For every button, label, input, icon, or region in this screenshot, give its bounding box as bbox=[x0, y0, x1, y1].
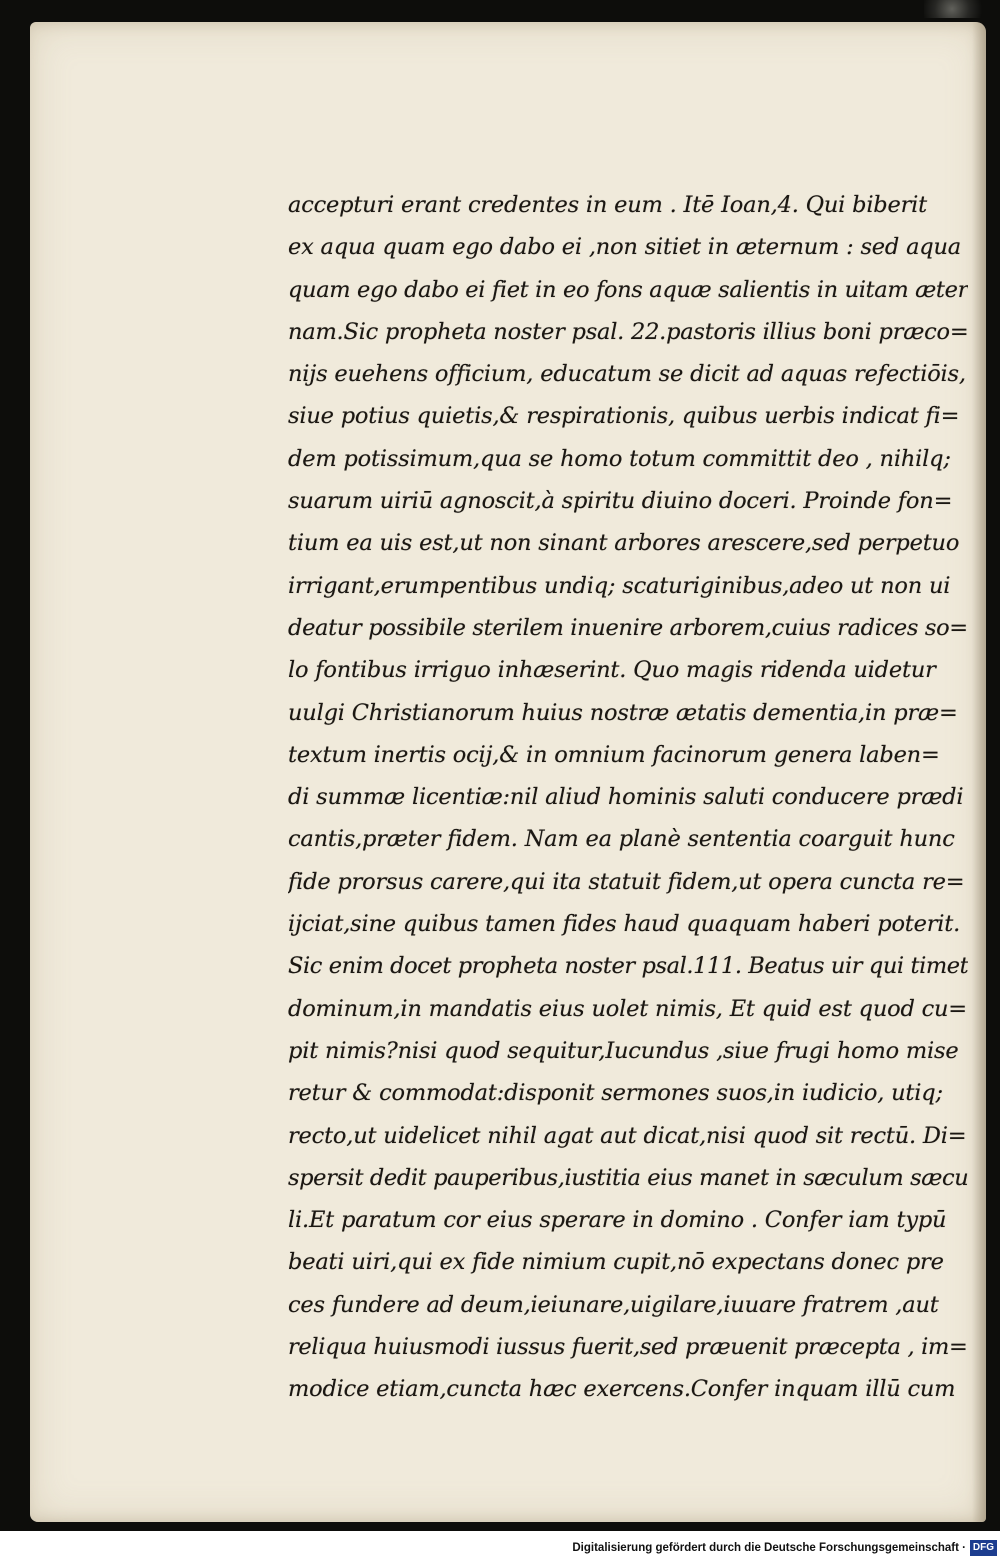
text-line: modice etiam,cuncta hæc exercens.Confer inquam illū cum bbox=[288, 1376, 956, 1403]
corner-stain bbox=[924, 0, 994, 18]
text-line: siue potius quietis,& respirationis, quibus uerbis indicat fi= bbox=[288, 403, 960, 430]
text-line: spersit dedit pauperibus,iustitia eius manet in sæculum sæcu bbox=[288, 1164, 968, 1191]
text-line: deatur possibile sterilem inuenire arborem,cuius radices so= bbox=[288, 614, 968, 641]
text-line: textum inertis ocij,& in omnium facinorum genera laben= bbox=[288, 741, 940, 768]
text-line: fide prorsus carere,qui ita statuit fidem,ut opera cuncta re= bbox=[288, 868, 965, 895]
text-line: li.Et paratum cor eius sperare in domino . Confer iam typū bbox=[288, 1207, 947, 1234]
text-block bbox=[288, 184, 968, 1403]
text-line: recto,ut uidelicet nihil agat aut dicat,nisi quod sit rectū. Di= bbox=[288, 1122, 967, 1149]
text-line: suarum uiriū agnoscit,à spiritu diuino doceri. Proinde fon= bbox=[288, 488, 953, 515]
text-line: lo fontibus irriguo inhæserint. Quo magis ridenda uidetur bbox=[288, 657, 936, 684]
text-line: nam.Sic propheta noster psal. 22.pastoris illius boni præco= bbox=[288, 318, 968, 345]
text-line: reliqua huiusmodi iussus fuerit,sed præuenit præcepta , im= bbox=[288, 1334, 968, 1361]
book-page bbox=[30, 22, 986, 1522]
text-line: dominum,in mandatis eius uolet nimis, Et quid est quod cu= bbox=[288, 995, 967, 1022]
text-line: cantis,præter fidem. Nam ea planè sententia coarguit hunc bbox=[288, 826, 955, 853]
text-line: di summæ licentiæ:nil aliud hominis saluti conducere prædi bbox=[288, 784, 964, 811]
text-line: uulgi Christianorum huius nostræ ætatis dementia,in præ= bbox=[288, 699, 958, 726]
text-line: Sic enim docet propheta noster psal.111. Beatus uir qui timet bbox=[288, 953, 968, 980]
text-line: pit nimis?nisi quod sequitur,Iucundus ,siue frugi homo mise bbox=[288, 1037, 959, 1064]
text-line: ex aqua quam ego dabo ei ,non sitiet in æternum : sed aqua bbox=[288, 234, 961, 261]
text-line: ijciat,sine quibus tamen fides haud quaquam haberi poterit. bbox=[288, 911, 961, 938]
dfg-logo: DFG bbox=[970, 1540, 997, 1556]
text-line: retur & commodat:disponit sermones suos,in iudicio, utiq; bbox=[288, 1080, 943, 1107]
digitization-credit: Digitalisierung gefördert durch die Deutsche Forschungsgemeinschaft · bbox=[572, 1542, 966, 1554]
text-line: tium ea uis est,ut non sinant arbores arescere,sed perpetuo bbox=[288, 530, 960, 557]
text-line: dem potissimum,qua se homo totum committit deo , nihilq; bbox=[288, 445, 951, 472]
text-line: beati uiri,qui ex fide nimium cupit,nō expectans donec pre bbox=[288, 1249, 944, 1276]
text-line: irrigant,erumpentibus undiq; scaturiginibus,adeo ut non ui bbox=[288, 572, 951, 599]
text-line: ces fundere ad deum,ieiunare,uigilare,iuuare fratrem ,aut bbox=[288, 1291, 939, 1318]
footer-bar bbox=[0, 1531, 1000, 1561]
page-edge-shadow bbox=[972, 22, 986, 1522]
text-line: quam ego dabo ei fiet in eo fons aquæ salientis in uitam æter bbox=[288, 276, 968, 303]
text-line: accepturi erant credentes in eum . Itē Ioan,4. Qui biberit bbox=[288, 192, 928, 218]
text-line: nijs euehens officium, educatum se dicit ad aquas refectiōis, bbox=[288, 361, 966, 388]
